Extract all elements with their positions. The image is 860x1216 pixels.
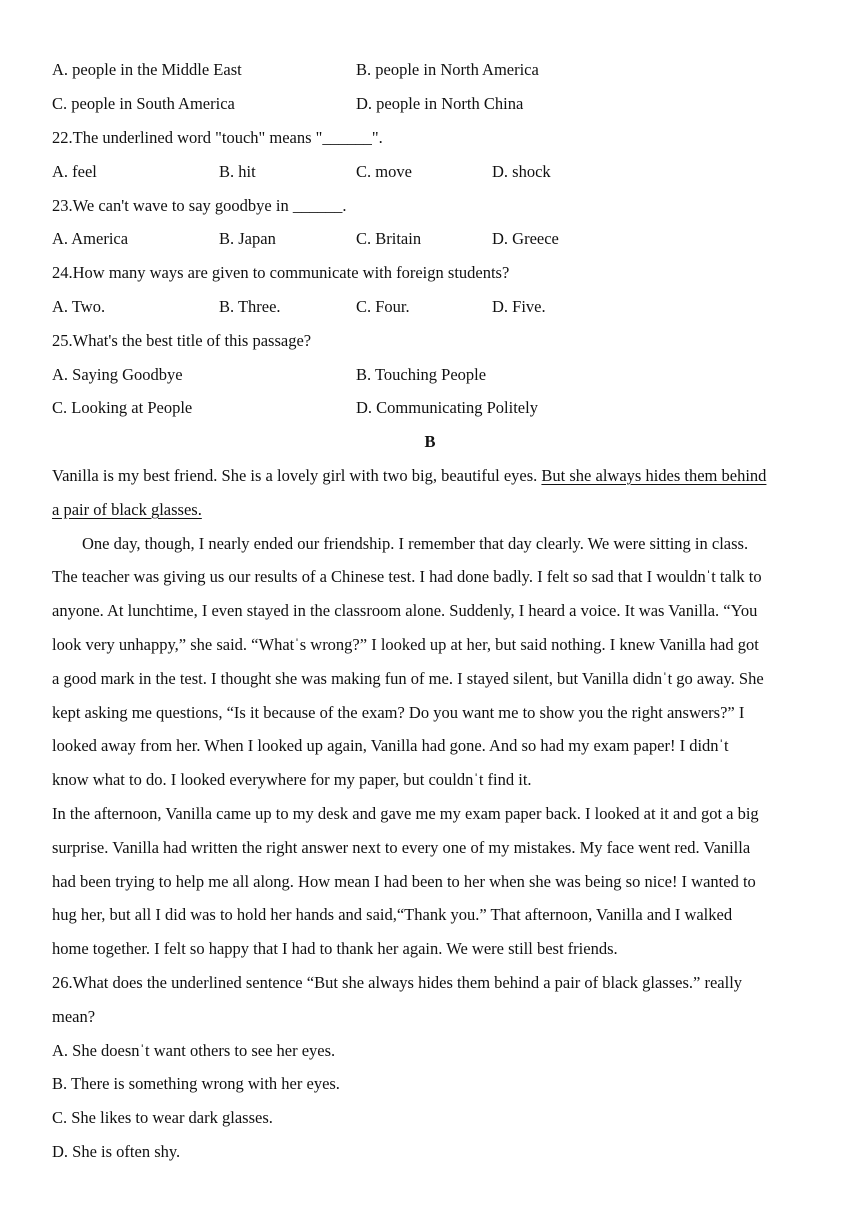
passage-paragraph-3-line: had been trying to help me all along. How mean I had been to her when she was being so nice! I wanted to [52,872,756,891]
q24-option-c: C. Four. [356,297,410,316]
q22-option-b: B. hit [219,162,256,181]
q21-option-a: A. people in the Middle East [52,60,242,79]
q26-option-b: B. There is something wrong with her eyes. [52,1074,340,1093]
q26-option-c: C. She likes to wear dark glasses. [52,1108,273,1127]
q23-question: 23.We can't wave to say goodbye in ______. [52,196,347,215]
section-title: B [424,432,436,451]
passage-text: Vanilla is my best friend. She is a lovely girl with two big, beautiful eyes. [52,466,542,485]
q23-option-b: B. Japan [219,229,276,248]
q25-option-c: C. Looking at People [52,398,193,417]
q26-question-line-1: 26.What does the underlined sentence “But she always hides them behind a pair of black glasses.” really [52,973,743,992]
passage-paragraph-2-line: a good mark in the test. I thought she was making fun of me. I stayed silent, but Vanilla didnˈt go away. She [52,669,764,688]
q22-option-a: A. feel [52,162,97,181]
q25-option-b: B. Touching People [356,365,487,384]
q26-option-d: D. She is often shy. [52,1142,181,1161]
q25-question: 25.What's the best title of this passage? [52,331,312,350]
passage-paragraph-1-line-1 [52,466,766,486]
q22-question: 22.The underlined word "touch" means "______". [52,128,383,147]
passage-paragraph-2-line: One day, though, I nearly ended our friendship. I remember that day clearly. We were sitting in class. [82,534,749,553]
q24-option-d: D. Five. [492,297,546,316]
underlined-sentence-part-1: But she always hides them behind [541,466,767,485]
q23-option-d: D. Greece [492,229,559,248]
passage-paragraph-2-line: look very unhappy,” she said. “Whatˈs wrong?” I looked up at her, but said nothing. I knew Vanilla had got [52,635,759,654]
q21-option-c: C. people in South America [52,94,235,113]
passage-paragraph-3-line: In the afternoon, Vanilla came up to my desk and gave me my exam paper back. I looked at it and got a big [52,804,759,823]
passage-paragraph-1-line-2 [52,500,202,520]
q26-option-a: A. She doesnˈt want others to see her eyes. [52,1041,336,1060]
q21-option-b: B. people in North America [356,60,539,79]
q23-option-a: A. America [52,229,129,248]
q24-option-b: B. Three. [219,297,281,316]
passage-paragraph-3-line: hug her, but all I did was to hold her hands and said,“Thank you.” That afternoon, Vanilla and I walked [52,905,733,924]
passage-paragraph-2-line: anyone. At lunchtime, I even stayed in the classroom alone. Suddenly, I heard a voice. It was Vanilla. “You [52,601,758,620]
q21-option-d: D. people in North China [356,94,524,113]
passage-paragraph-2-line: kept asking me questions, “Is it because of the exam? Do you want me to show you the right answers?” I [52,703,745,722]
q25-option-d: D. Communicating Politely [356,398,538,417]
underlined-sentence-part-2: a pair of black glasses. [52,500,202,519]
q22-option-d: D. shock [492,162,551,181]
passage-paragraph-3-line: home together. I felt so happy that I had to thank her again. We were still best friends. [52,939,618,958]
q22-option-c: C. move [356,162,412,181]
passage-paragraph-3-line: surprise. Vanilla had written the right answer next to every one of my mistakes. My face went red. Vanilla [52,838,751,857]
q26-question-line-2: mean? [52,1007,96,1026]
q25-option-a: A. Saying Goodbye [52,365,183,384]
q23-option-c: C. Britain [356,229,422,248]
q24-option-a: A. Two. [52,297,106,316]
passage-paragraph-2-line: know what to do. I looked everywhere for my paper, but couldnˈt find it. [52,770,532,789]
q24-question: 24.How many ways are given to communicate with foreign students? [52,263,510,282]
passage-paragraph-2-line: looked away from her. When I looked up again, Vanilla had gone. And so had my exam paper! I didnˈt [52,736,729,755]
passage-paragraph-2-line: The teacher was giving us our results of a Chinese test. I had done badly. I felt so sad that I wouldnˈt talk to [52,567,762,586]
